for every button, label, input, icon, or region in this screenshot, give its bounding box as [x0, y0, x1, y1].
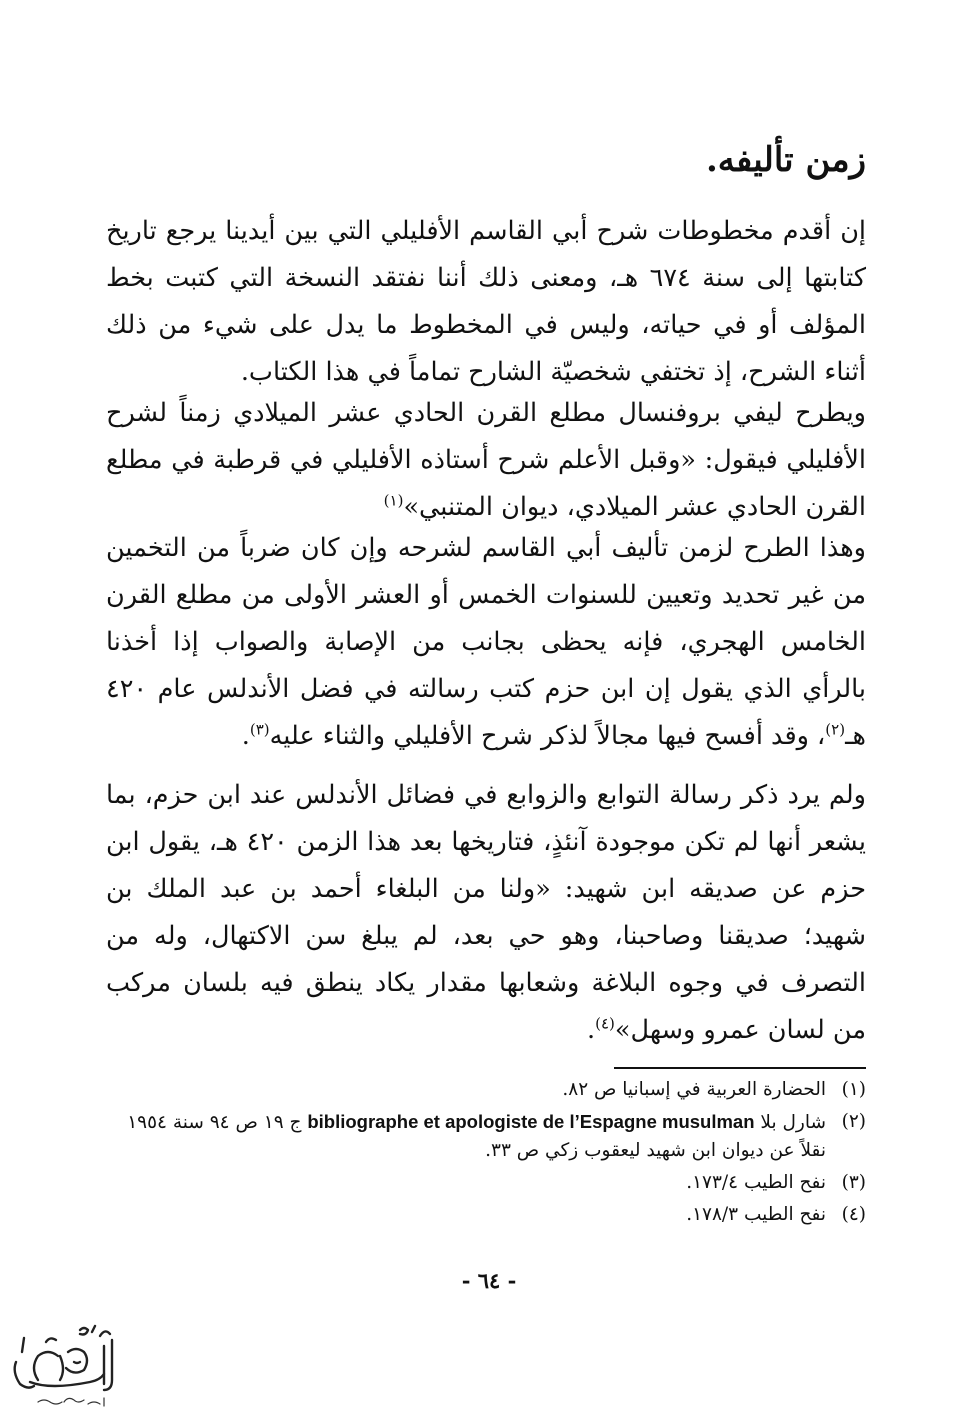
footnote [106, 1076, 866, 1104]
footnote-text: شارل بلا bibliographe et apologiste de l’Espagne musulman ج ١٩ ص ٩٤ سنة ١٩٥٤ نقلاً عن ديوان ابن شهيد ليعقوب زكي ص ٣٣. [127, 1111, 826, 1161]
footnotes-list [106, 1076, 866, 1233]
footnote [106, 1169, 866, 1197]
footnote-number: (١) [841, 1079, 866, 1100]
footnote-ref-1: (١) [383, 491, 404, 510]
paragraph-4: ولم يرد ذكر رسالة التوابع والزوابع في فضائل الأندلس عند ابن حزم، بما يشعر أنها لم تكن موجودة آنئذٍ، فتاريخها بعد هذا الزمن ٤٢٠ هـ، يقول ابن حزم عن صديقه ابن شهيد: «ولنا من البلغاء أحمد بن عبد الملك بن شهيد؛ صديقنا وصاحبنا، وهو حي بعد، لم يبلغ سن الاكتهال، وله من التصرف في وجوه البلاغة وشعابها مقدار يكاد ينطق فيه بلسان مركب من لسان عمرو وسهل»$^{(٤)}$. [106, 780, 866, 1045]
paragraph-3: وهذا الطرح لزمن تأليف أبي القاسم لشرحه وإن كان ضرباً من التخمين من غير تحديد وتعيين للسنوات الخمس أو العشر الأولى من مطلع القرن الخامس الهجري، فإنه يحظى بجانب من الإصابة والصواب إذا أخذنا بالرأي الذي يقول إن ابن حزم كتب رسالته في فضل الأندلس عام ٤٢٠ هـ$^{(٢)}$، وقد أفسح فيها مجالاً لذكر شرح الأفليلي والثناء عليه$^{(٣)}$. [106, 533, 866, 751]
page-number: - ٦٤ - [461, 1268, 517, 1293]
footnote-ref-3: (٣) [249, 720, 270, 739]
footnote-number: (٢) [841, 1111, 866, 1132]
footnote-ref-4: (٤) [595, 1014, 615, 1033]
footnote [106, 1108, 866, 1165]
footnote-text: نفح الطيب ١٧٣/٤. [686, 1172, 826, 1193]
calligraphy-logo-icon [8, 1322, 126, 1414]
footnote-text: نفح الطيب ١٧٨/٣. [686, 1204, 826, 1225]
watermark-logo [8, 1322, 126, 1414]
footnote-divider [614, 1067, 866, 1069]
section-heading: زمن تأليفه. [705, 140, 866, 180]
footnote-ref-2: (٢) [825, 720, 846, 739]
footnote-number: (٣) [841, 1172, 866, 1193]
paragraph-1: إن أقدم مخطوطات شرح أبي القاسم الأفليلي التي بين أيدينا يرجع تاريخ كتابتها إلى سنة ٦٧٤ هـ، ومعنى ذلك أننا نفتقد النسخة التي كتبت بخط المؤلف أو في حياته، وليس في المخطوط ما يدل على شيء من ذلك أثناء الشرح، إذ تختفي شخصيّة الشارح تماماً في هذا الكتاب. [106, 216, 866, 387]
footnote-number: (٤) [841, 1204, 866, 1225]
footnote-text: الحضارة العربية في إسبانيا ص ٨٢. [562, 1079, 826, 1100]
footnote [106, 1201, 866, 1229]
footnote-latin-title: bibliographe et apologiste de l’Espagne musulman [307, 1111, 755, 1132]
paragraph-2: ويطرح ليفي بروفنسال مطلع القرن الحادي عشر الميلادي زمناً لشرح الأفليلي فيقول: «وقبل الأعلم شرح أستاذه الأفليلي في قرطبة في مطلع القرن الحادي عشر الميلادي، ديوان المتنبي»$^{(١)}$ [106, 398, 866, 522]
